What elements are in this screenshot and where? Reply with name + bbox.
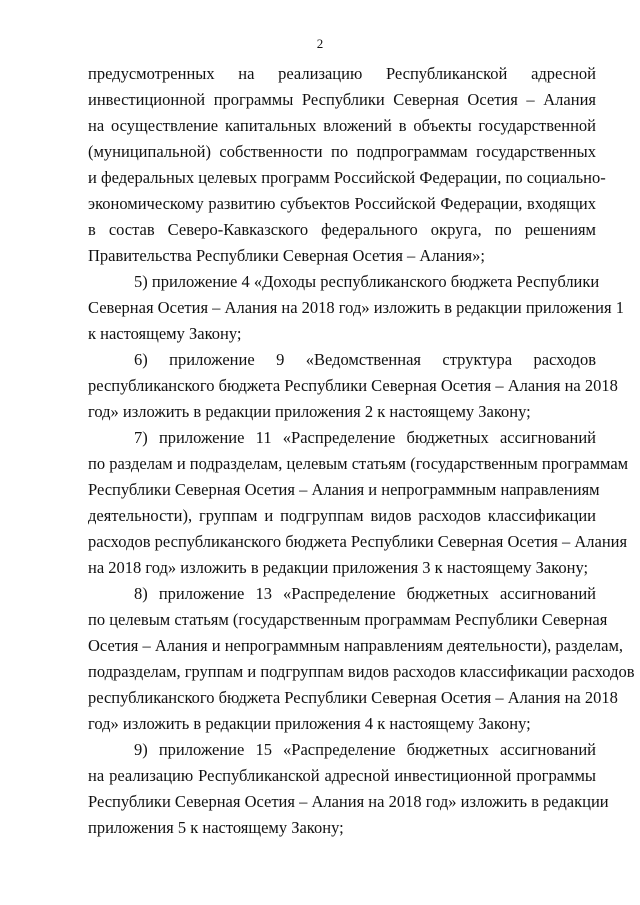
text-line: экономическому развитию субъектов Российской Федерации, входящих [88, 194, 596, 213]
text-line: Северная Осетия – Алания на 2018 год» изложить в редакции приложения 1 [88, 298, 624, 317]
text-line: по целевым статьям (государственным программам Республики Северная [88, 610, 608, 629]
text-line: год» изложить в редакции приложения 2 к настоящему Закону; [88, 402, 531, 421]
text-line: деятельности), группам и подгруппам видов расходов классификации [88, 506, 596, 525]
text-line: Республики Северная Осетия – Алания и непрограммным направлениям [88, 480, 600, 499]
paragraph-first-line: 5) приложение 4 «Доходы республиканского бюджета Республики [134, 272, 600, 291]
page-number: 2 [316, 36, 324, 51]
text-line: Республики Северная Осетия – Алания на 2018 год» изложить в редакции [88, 792, 609, 811]
paragraph-first-line: 8) приложение 13 «Распределение бюджетных ассигнований [134, 584, 596, 603]
text-line: на осуществление капитальных вложений в объекты государственной [88, 116, 596, 135]
text-line: год» изложить в редакции приложения 4 к настоящему Закону; [88, 714, 531, 733]
text-line: Правительства Республики Северная Осетия – Алания»; [88, 246, 485, 265]
paragraph-first-line: 7) приложение 11 «Распределение бюджетных ассигнований [134, 428, 596, 447]
text-line: по разделам и подразделам, целевым статьям (государственным программам [88, 454, 629, 473]
text-line: расходов республиканского бюджета Республики Северная Осетия – Алания [88, 532, 628, 551]
text-line: на реализацию Республиканской адресной инвестиционной программы [88, 766, 596, 785]
text-line: к настоящему Закону; [88, 324, 242, 343]
text-line: на 2018 год» изложить в редакции приложения 3 к настоящему Закону; [88, 558, 589, 577]
paragraph-first-line: 9) приложение 15 «Распределение бюджетных ассигнований [134, 740, 596, 759]
text-line: республиканского бюджета Республики Северная Осетия – Алания на 2018 [88, 688, 618, 707]
text-line: подразделам, группам и подгруппам видов расходов классификации расходов [88, 662, 635, 681]
text-line: (муниципальной) собственности по подпрограммам государственных [88, 142, 596, 161]
paragraph-first-line: 6) приложение 9 «Ведомственная структура расходов [134, 350, 596, 369]
text-line: предусмотренных на реализацию Республиканской адресной [88, 64, 596, 83]
text-line: в состав Северо-Кавказского федерального округа, по решениям [88, 220, 596, 239]
text-line: Осетия – Алания и непрограммным направлениям деятельности), разделам, [88, 636, 624, 655]
text-line: республиканского бюджета Республики Северная Осетия – Алания на 2018 [88, 376, 618, 395]
text-line: инвестиционной программы Республики Северная Осетия – Алания [88, 90, 596, 109]
text-line: и федеральных целевых программ Российской Федерации, по социально- [88, 168, 606, 187]
text-line: приложения 5 к настоящему Закону; [88, 818, 344, 837]
